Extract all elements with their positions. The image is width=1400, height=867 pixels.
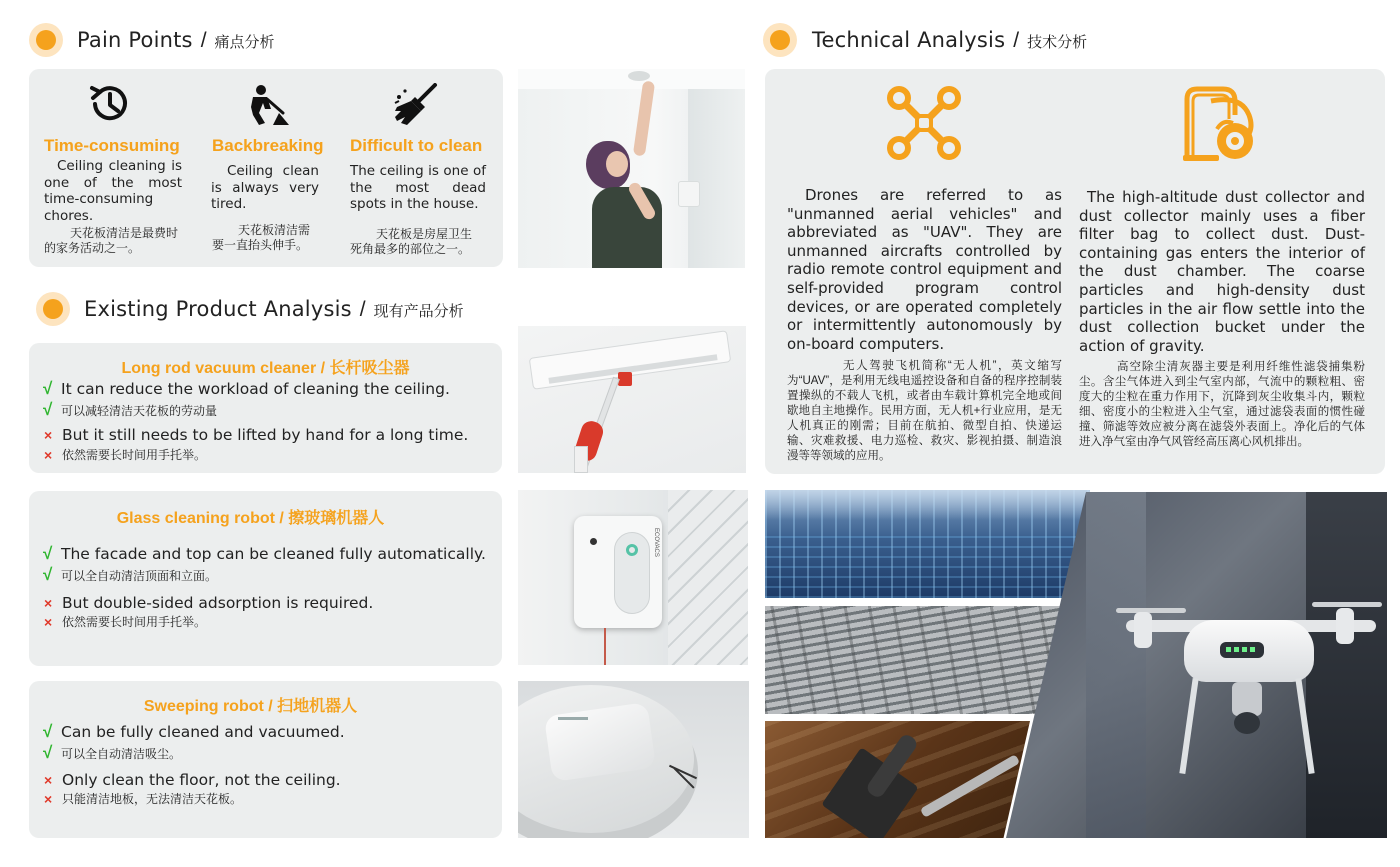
con-en: But double-sided adsorption is required. [62,594,374,612]
drone-icon [885,84,963,162]
con-en: Only clean the floor, not the ceiling. [62,771,341,789]
pro-en: It can reduce the workload of cleaning the ceiling. [61,380,450,398]
section-dot [36,292,70,326]
pro-en: Can be fully cleaned and vacuumed. [61,723,345,741]
pain-title-3: Difficult to clean [350,136,483,155]
photo-long-rod-vacuum [518,326,746,473]
tech-heading [812,28,1087,53]
check-icon: √ [43,379,53,398]
product-card-long-rod-vacuum [29,343,502,473]
product-title: Glass cleaning robot / 擦玻璃机器人 [116,510,385,527]
pain-cn-3: 天花板是房屋卫生死角最多的部位之一。 [350,227,473,256]
con-cn: 依然需要长时间用手托举。 [62,615,207,629]
check-icon: √ [43,565,53,584]
cross-icon: × [44,613,53,630]
product-card-glass-robot [29,491,502,666]
broom-icon [393,83,439,127]
cross-icon: × [44,595,53,611]
dust-collector-icon [1183,85,1261,165]
pain-cn-1: 天花板清洁是最费时的家务活动之一。 [44,226,179,255]
pro-en: The facade and top can be cleaned fully automatically. [61,545,486,563]
photo-glass-cleaning-robot [518,490,748,665]
pain-points-panel [29,69,503,267]
con-cn: 只能清洁地板，无法清洁天花板。 [62,792,243,806]
check-icon: √ [43,400,53,419]
section-dot [763,23,797,57]
heading-cn: 痛点分析 [214,34,275,51]
dust-text-en: The high-altitude dust collector and dust collector mainly uses a fiber filter bag to collect dust. Dust-containing gas enters the interior of the dust chamber. The coarse particles and high-density dust particles in the air flow settle into the dust collection bucket under the action of gravity. [1079,188,1365,355]
con-en: But it still needs to be lifted by hand for a long time. [62,426,469,444]
photo-vacuum-on-floor [765,721,1030,838]
pain-text-3: The ceiling is one of the most dead spots in the house. [350,163,486,212]
heading-slash: / [1013,29,1020,52]
heading-slash: / [200,29,207,52]
pain-cn-2: 天花板清洁需要一直抬头伸手。 [212,223,311,252]
worker-shoveling-icon [243,83,291,127]
check-icon: √ [43,544,53,563]
drone-text-en: Drones are referred to as "unmanned aerial vehicles" and abbreviated as "UAV". They are unmanned aircrafts controlled by radio remote control equipment and self-provided program control devices, or are operated completely or intermittently autonomously by on-board computers. [787,186,1062,353]
heading-en: Technical Analysis [812,28,1006,52]
heading-en: Pain Points [77,28,193,52]
dust-text-cn: 高空除尘清灰器主要是利用纤维性滤袋捕集粉尘。含尘气体进入到尘气室内部，气流中的颗粒粗、密度大的尘粒在重力作用下，沉降到灰尘收集斗内，颗粒细、密度小的尘粒进入尘气室，通过滤袋表面的惯性碰撞、筛滤等效应被分离在滤袋外表面上。净化后的气体进入净气室由净气风管经高压离心风机排出。 [1079,361,1365,448]
photo-sweeping-robot [518,681,749,838]
product-title: Sweeping robot / 扫地机器人 [143,698,358,715]
heading-cn: 技术分析 [1027,34,1088,51]
heading-cn: 现有产品分析 [373,303,464,320]
pain-text-2: Ceiling clean is always very tired. [211,163,319,212]
photo-woman-cleaning-ceiling [518,69,745,268]
cross-icon: × [44,446,53,463]
existing-heading [84,297,464,322]
pro-cn: 可以全自动清洁吸尘。 [61,746,182,761]
pain-points-heading [77,28,275,53]
pain-title-2: Backbreaking [212,136,324,155]
cross-icon: × [44,427,53,443]
clock-icon [87,83,133,125]
pro-cn: 可以全自动清洁顶面和立面。 [61,568,218,583]
tech-panel [765,69,1385,474]
heading-en: Existing Product Analysis [84,297,352,321]
check-icon: √ [43,722,53,741]
section-dot [29,23,63,57]
con-cn: 依然需要长时间用手托举。 [62,448,207,462]
robot-brand-label: ECOVACS [653,528,659,557]
product-card-sweeping-robot [29,681,502,838]
photo-tech-city-network [765,490,1090,598]
product-title: Long rod vacuum cleaner / 长杆吸尘器 [121,360,410,377]
cross-icon: × [44,772,53,788]
drone-text-cn: 无人驾驶飞机简称“无人机”，英文缩写为“UAV”，是利用无线电遥控设备和自备的程序控制装置操纵的不载人飞机，或者由车载计算机完全地或间歇地自主地操作。民用方面，无人机+行业应用，是无人机真正的刚需；目前在航拍、微型自拍、快递运输、灾难救援、电力巡检、救灾、影视拍摄、制造浪漫等等领域的应用。 [787,360,1062,462]
heading-slash: / [359,298,366,321]
pro-cn: 可以减轻清洁天花板的劳动量 [61,403,218,418]
photo-filter-texture [765,606,1061,714]
cross-icon: × [44,790,53,807]
check-icon: √ [43,743,53,762]
pain-text-1: Ceiling cleaning is one of the most time-consuming chores. [44,158,182,224]
pain-title-1: Time-consuming [44,136,180,155]
